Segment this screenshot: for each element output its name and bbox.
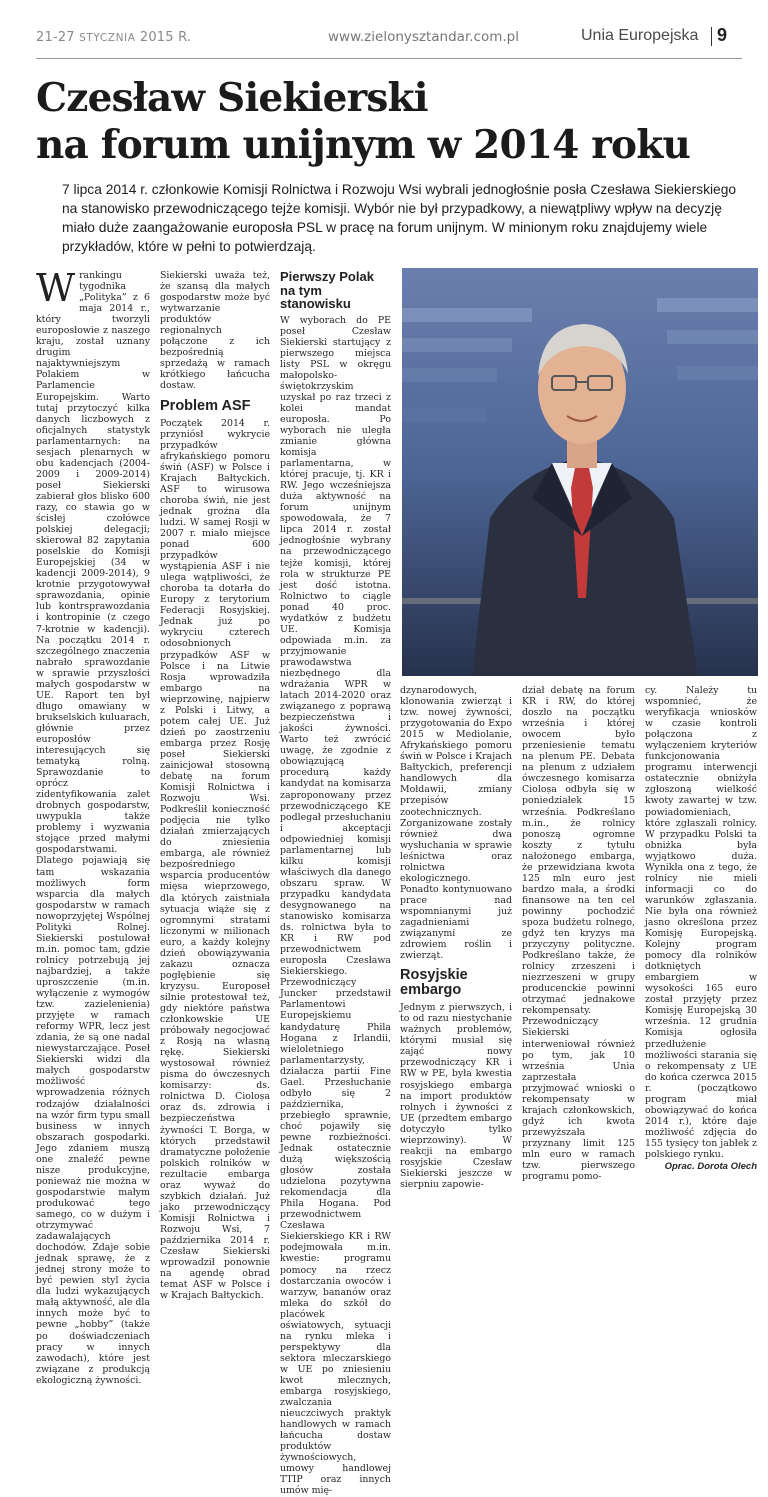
column-2 bbox=[160, 270, 270, 1302]
column-6 bbox=[645, 685, 757, 1173]
article-photo bbox=[402, 268, 758, 676]
page-number: 9 bbox=[717, 25, 728, 45]
header-date bbox=[36, 30, 191, 45]
heading-asf: Problem ASF bbox=[160, 397, 251, 414]
title-line-2: na forum unijnym w 2014 roku bbox=[36, 122, 691, 168]
col5-paragraph: dział debatę na forum KR i RW, do której doszło na początku września i której owocem było przeniesienie tematu na plenum PE. Debata na plenum z udziałem ówczesnego komisarza Cioloșa odbyła się w poniedziałek 15 września. Podkreślano m.in., że rolnicy ponoszą ogromne koszty z tytułu nałożonego embarga, że przewidziana kwota 125 mln euro jest bardzo mała, a środki finansowe na ten cel powinny pochodzić spoza budżetu rolnego, gdyż ten kryzys ma przyczyny polityczne. Podkreślano także, że rolnicy zrzeszeni i niezrzeszeni w grupy producenckie powinni otrzymać jednakowe rekompensaty. Przewodniczący Siekierski interweniował również po tym, jak 10 września Unia zaprzestała przyjmować wnioski o rekompensaty w krajach członkowskich, gdyż ich kwota przewyższała przyznany limit 125 mln euro w ramach tzw. pierwszego programu pomo- bbox=[522, 685, 635, 1183]
heading-forum: Pierwszy Polak na tym stanowisku bbox=[280, 269, 374, 311]
article-lead: 7 lipca 2014 r. członkowie Komisji Rolnictwa i Rozwoju Wsi wybrali jednogłośnie posła Czesława Siekierskiego na stanowisko przewodniczącego tejże komisji. Wybór nie był przypadkowy, a niewątpliwy wpływ na decyzję miało duże zaangażowanie europosła PSL w pracę na forum unijnym. W minionym roku znajdujemy wiele przykładów, które w pełni to potwierdzają. bbox=[62, 182, 737, 254]
column-5 bbox=[522, 685, 635, 1183]
article-title bbox=[36, 75, 756, 169]
date-month: STYCZNIA bbox=[79, 32, 136, 44]
header-divider bbox=[711, 27, 712, 46]
column-1 bbox=[36, 266, 151, 1386]
column-4 bbox=[400, 685, 512, 1190]
col1-paragraph: rankingu tygodnika „Polityka” z 6 maja 2014 r., który tworzyli europosłowie z naszego kraju, został uznany drugim najaktywniejszym Polakiem w Parlamencie Europejskim. Warto tutaj przytoczyć kilka danych liczbowych z oficjalnych statystyk parlamentarnych: na sesjach plenarnych w obu kadencjach (2004-2009 i 2009-2014) poseł Siekierski zabierał głos blisko 600 razy, co stawia go w ścisłej czołówce polskiej delegacji; skierował 82 zapytania poselskie do Komisji Europejskiej (34 w kadencji 2009-2014), 9 krotnie przygotowywał sprawozdania, opinie lub kontrsprawozdania i kontropinie (z czego 7-krotnie w kadencji). Na początku 2014 r. szczególnego znaczenia nabrało sprawozdanie w sprawie przyszłości małych gospodarstw w UE. Raport ten był długo omawiany w brukselskich kuluarach, głównie przez europosłów interesujących się tematyką rolną. Sprawozdanie to oprócz zidentyfikowania zalet drobnych gospodarstw, uwypukla także problemy i wyzwania stojące przed małymi gospodarstwami. Dlatego pojawiają się tam wskazania możliwych form wsparcia dla małych gospodarstw w ramach nowoprzyjętej Wspólnej Polityki Rolnej. Siekierski postulował m.in. pomoc tam, gdzie rolnicy potrzebują jej najbardziej, a także uproszczenie (m.in. wyłączenie z wymogów tzw. zazielenienia) przyjęte w ramach reformy WPR, lecz jest zdania, że są one nadal niewystarczające. Poseł Siekierski widzi dla małych gospodarstw możliwość wprowadzenia różnych rodzajów działalności na wzór firm typu small business w innych obszarach gospodarki. Jego zdaniem muszą one znaleźć pewne nisze produkcyjne, ponieważ nie można w gospodarstwie małym produkować tego samego, co w dużym i otrzymywać zadawalających dochodów. Zdaje sobie jednak sprawę, że z jednej strony może to być pewien styl życia dla ludzi wykazujących małą aktywność, ale dla innych może być to pewne „hobby” (także po doświadczeniach pracy w innych zawodach), które jest związane z produkcją ekologiczną żywności. bbox=[36, 270, 151, 1386]
author-credit: Oprac. Dorota Olech bbox=[664, 1161, 757, 1173]
header-section: Unia Europejska bbox=[581, 27, 699, 44]
col6-paragraph: cy. Należy tu wspomnieć, że weryfikacja wniosków w czasie kontroli połączona z wyłączeniem kryteriów funkcjonowania programu interwencji ostatecznie obniżyła zgłoszoną wielkość kwoty zawartej w tzw. powiadomieniach, które zgłaszali rolnicy. W przypadku Polski ta obniżka była wyjątkowo duża. Wynikła ona z tego, że rolnicy nie mieli informacji co do warunków zgłaszania. Nie była ona również jasno określona przez Komisję Europejską. Kolejny program pomocy dla rolników dotkniętych embargiem w wysokości 165 euro został przyjęty przez Komisję Europejską 30 września. 12 grudnia Komisja ogłosiła przedłużenie możliwości starania się o rekompensaty z UE do końca czerwca 2015 r. (początkowo program miał obowiązywać do końca 2014 r.), które daje możliwość zdjęcia do 155 tysięcy ton jabłek z polskiego rynku. bbox=[645, 685, 757, 1160]
heading-embargo: Rosyjskie embargo bbox=[400, 967, 468, 999]
title-line-1: Czesław Siekierski bbox=[36, 75, 428, 121]
drop-cap: W bbox=[36, 266, 76, 310]
header-rule bbox=[36, 58, 742, 59]
date-year: 2015 R. bbox=[139, 30, 192, 45]
header-url: www.zielonysztandar.com.pl bbox=[328, 29, 520, 45]
column-3 bbox=[280, 269, 391, 1497]
col3-paragraph: W wyborach do PE poseł Czesław Siekierski startujący z pierwszego miejsca listy PSL w okręgu małopolsko-świętokrzyskim uzyskał po raz trzeci z kolei mandat europosła. Po wyborach nie uległa zmianie główna komisja parlamentarna, w której pracuje, tj. KR i RW. Jego wcześniejsza duża aktywność na forum unijnym spowodowała, że 7 lipca 2014 r. został jednogłośnie wybrany na przewodniczącego tejże komisji, której rola w strukturze PE jest dość istotna. Rolnictwo to ciągle ponad 40 proc. wydatków z budżetu UE. Komisja odpowiada m.in. za przyjmowanie prawodawstwa niezbędnego dla wdrażania WPR w latach 2014-2020 oraz związanego z poprawą bezpieczeństwa i jakości żywności. Warto też zwrócić uwagę, że zgodnie z obowiązującą procedurą każdy kandydat na komisarza zaproponowany przez przewodniczącego KE podlegał przesłuchaniu i akceptacji odpowiedniej komisji parlamentarnej lub kilku komisji właściwych dla danego obszaru spraw. W przypadku kandydata desygnowanego na stanowisko komisarza ds. rolnictwa była to KR i RW pod przewodnictwem europosła Czesława Siekierskiego. Przewodniczący Juncker przedstawił Parlamentowi Europejskiemu kandydaturę Phila Hogana z Irlandii, wieloletniego parlamentarzysty, działacza partii Fine Gael. Przesłuchanie odbyło się 2 października, przebiegło sprawnie, choć pojawiły się pewne rozbieżności. Jednak ostatecznie dużą większością głosów została udzielona pozytywna rekomendacja dla Phila Hogana. Pod przewodnictwem Czesława Siekierskiego KR i RW podejmowała m.in. kwestie: programu pomocy na rzecz dostarczania owoców i warzyw, bananów oraz mleka do szkół do placówek oświatowych, sytuacji na rynku mleka i perspektywy dla sektora mleczarskiego w UE po zniesieniu kwot mlecznych, embarga rosyjskiego, zwalczania nieuczciwych praktyk handlowych w ramach łańcucha dostaw produktów żywnościowych, umowy handlowej TTIP oraz innych umów mię- bbox=[280, 314, 391, 1497]
date-prefix: 21-27 bbox=[36, 30, 75, 45]
col4-paragraph-a: dzynarodowych, klonowania zwierząt i tzw. nowej żywności, przygotowania do Expo 2015 w Mediolanie, Afrykańskiego pomoru świń w Polsce i Krajach Bałtyckich, preferencji handlowych dla Mołdawii, zmiany przepisów zootechnicznych. Zorganizowane zostały również dwa wysłuchania w sprawie leśnictwa oraz rolnictwa ekologicznego. Ponadto kontynuowano prace nad wspomnianymi już zagadnieniami związanymi ze zdrowiem roślin i zwierząt. bbox=[400, 685, 512, 962]
portrait-illustration bbox=[402, 268, 758, 676]
col4-paragraph-b: Jednym z pierwszych, i to od razu niestychanie ważnych problemów, którymi musiał się zająć nowy przewodniczący KR i RW w PE, była kwestia rosyjskiego embarga na import produktów rolnych i żywności z UE (przedtem embargo dotyczyło tylko wieprzowiny). W reakcji na embargo rosyjskie Czesław Siekierski jeszcze w sierpniu zapowie- bbox=[400, 1002, 512, 1190]
col2-paragraph-a: Siekierski uważa też, że szansą dla małych gospodarstw może być wytwarzanie produktów regionalnych połączone z ich bezpośrednią sprzedażą w ramach krótkiego łańcucha dostaw. bbox=[160, 270, 270, 392]
col2-paragraph-b: Początek 2014 r. przyniósł wykrycie przypadków afrykańskiego pomoru świń (ASF) w Polsce i Krajach Bałtyckich. ASF to wirusowa choroba świń, nie jest jednak groźna dla ludzi. W samej Rosji w 2007 r. miało miejsce ponad 600 przypadków wystąpienia ASF i nie ulega wątpliwości, że choroba ta dotarła do Europy z terytorium Federacji Rosyjskiej. Jednak już po wykryciu czterech odosobnionych przypadków ASF w Polsce i na Litwie Rosja wprowadziła embargo na wieprzowinę, najpierw z Polski i Litwy, a potem całej UE. Już dzień po zaostrzeniu embarga przez Rosję poseł Siekierski zainicjował stosowną debatę na forum Komisji Rolnictwa i Rozwoju Wsi. Podkreślił konieczność podjęcia nie tylko działań zmierzających do zniesienia embarga, ale również bezpośredniego wsparcia producentów mięsa wieprzowego, dla których zaistniała sytuacja wiąże się z ogromnymi stratami liczonymi w milionach euro, a każdy kolejny dzień obowiązywania zakazu oznacza pogłębienie się kryzysu. Europoseł silnie protestował też, gdy niektóre państwa członkowskie UE próbowały negocjować z Rosją na własną rękę. Siekierski wystosował również pisma do ówczesnych komisarzy: ds. rolnictwa D. Cioloșa oraz ds. zdrowia i bezpieczeństwa żywności T. Borga, w których przedstawił dramatyczne położenie polskich rolników w rezultacie embarga oraz wyważ do szybkich działań. Już jako przewodniczący Komisji Rolnictwa i Rozwoju Wsi, 7 października 2014 r. Czesław Siekierski wprowadził ponownie na agendę obrad temat ASF w Polsce i w Krajach Bałtyckich. bbox=[160, 417, 270, 1302]
